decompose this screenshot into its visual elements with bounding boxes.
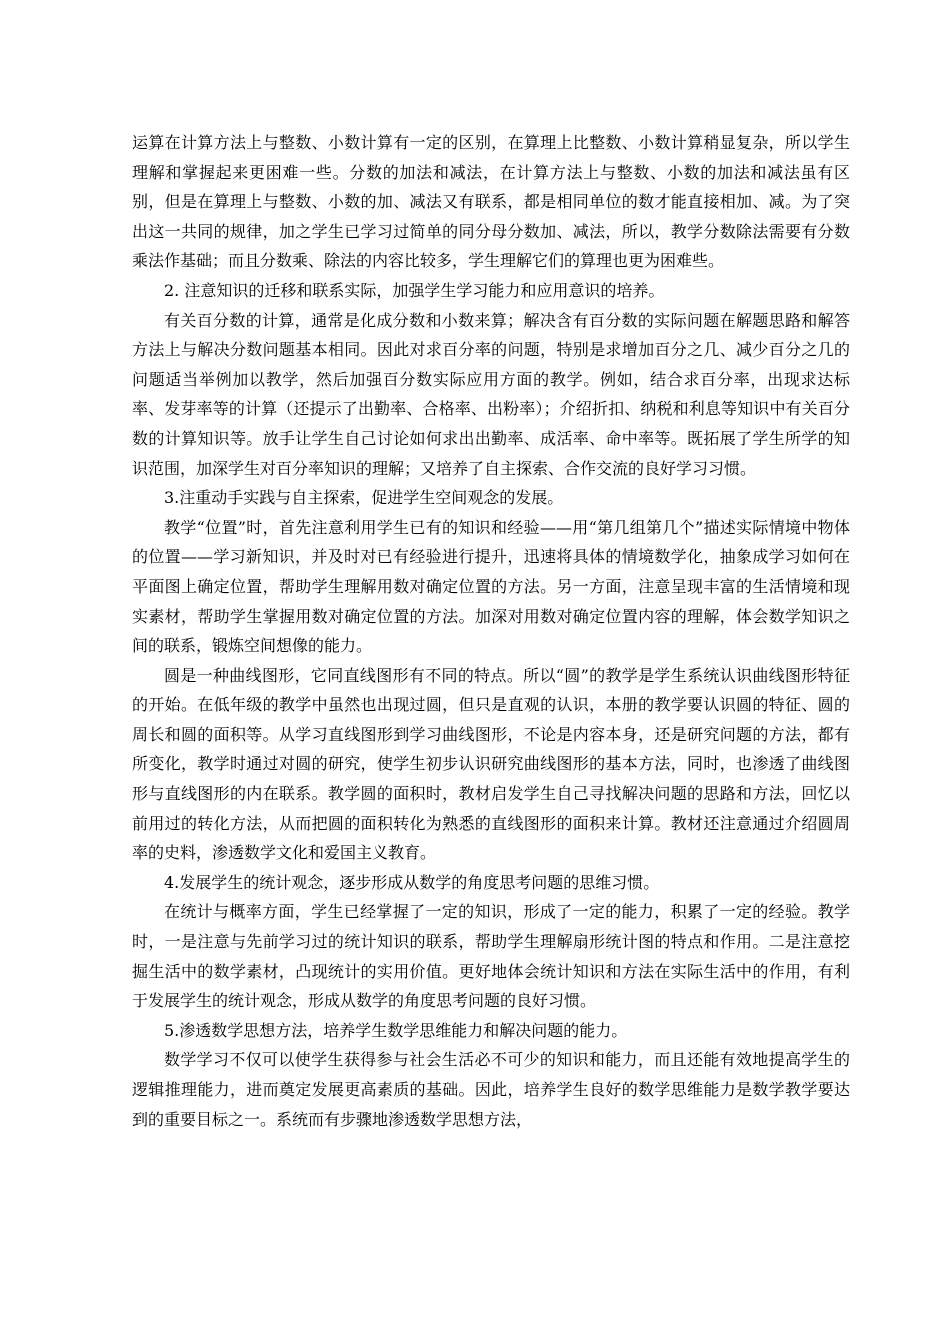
body-text: [132, 128, 850, 1134]
paragraph-continuation: 运算在计算方法上与整数、小数计算有一定的区别，在算理上比整数、小数计算稍显复杂，所以学生理解和掌握起来更困难一些。分数的加法和减法，在计算方法上与整数、小数的加法和减法虽有区别，但是在算理上与整数、小数的加、减法又有联系，都是相同单位的数才能直接相加、减。为了突出这一共同的规律，加之学生已学习过简单的同分母分数加、减法，所以，教学分数除法需要有分数乘法作基础；而且分数乘、除法的内容比较多，学生理解它们的算理也更为困难些。: [132, 133, 850, 271]
paragraph-percentage: 有关百分数的计算，通常是化成分数和小数来算；解决含有百分数的实际问题在解题思路和解答方法上与解决分数问题基本相同。因此对求百分率的问题，特别是求增加百分之几、减少百分之几的问题适当举例加以教学，然后加强百分数实际应用方面的教学。例如，结合求百分率，出现求达标率、发芽率等的计算（还提示了出勤率、合格率、出粉率）；介绍折扣、纳税和利息等知识中有关百分数的计算知识等。放手让学生自己讨论如何求出出勤率、成活率、命中率等。既拓展了学生所学的知识范围，加深学生对百分率知识的理解；又培养了自主探索、合作交流的良好学习习惯。: [132, 310, 850, 478]
heading-statistics: 4.发展学生的统计观念，逐步形成从数学的角度思考问题的思维习惯。: [164, 872, 660, 892]
heading-hands-on-practice: 3.注重动手实践与自主探索，促进学生空间观念的发展。: [164, 488, 564, 508]
paragraph-math-thinking: 数学学习不仅可以使学生获得参与社会生活必不可少的知识和能力，而且还能有效地提高学生的逻辑推理能力，进而奠定发展更高素质的基础。因此，培养学生良好的数学思维能力是数学教学要达到的重要目标之一。系统而有步骤地渗透数学思想方法，: [132, 1050, 850, 1129]
heading-knowledge-transfer: 2. 注意知识的迁移和联系实际，加强学生学习能力和应用意识的培养。: [164, 280, 665, 300]
paragraph-statistics: 在统计与概率方面，学生已经掌握了一定的知识，形成了一定的能力，积累了一定的经验。教学时，一是注意与先前学习过的统计知识的联系，帮助学生理解扇形统计图的特点和作用。二是注意挖掘生活中的数学素材，凸现统计的实用价值。更好地体会统计知识和方法在实际生活中的作用，有利于发展学生的统计观念，形成从数学的角度思考问题的良好习惯。: [132, 902, 850, 1011]
paragraph-circle: 圆是一种曲线图形，它同直线图形有不同的特点。所以“圆”的教学是学生系统认识曲线图形特征的开始。在低年级的教学中虽然也出现过圆，但只是直观的认识，本册的教学要认识圆的特征、圆的周长和圆的面积等。从学习直线图形到学习曲线图形，不论是内容本身，还是研究问题的方法，都有所变化，教学时通过对圆的研究，使学生初步认识研究曲线图形的基本方法，同时，也渗透了曲线图形与直线图形的内在联系。教学圆的面积时，教材启发学生自己寻找解决问题的思路和方法，回忆以前用过的转化方法，从而把圆的面积转化为熟悉的直线图形的面积来计算。教材还注意通过介绍圆周率的史料，渗透数学文化和爱国主义教育。: [132, 665, 850, 863]
heading-math-thinking: 5.渗透数学思想方法，培养学生数学思维能力和解决问题的能力。: [164, 1020, 628, 1040]
paragraph-position: 教学“位置”时，首先注意利用学生已有的知识和经验——用“第几组第几个”描述实际情境中物体的位置——学习新知识，并及时对已有经验进行提升，迅速将具体的情境数学化，抽象成学习如何在平面图上确定位置，帮助学生理解用数对确定位置的方法。另一方面，注意呈现丰富的生活情境和现实素材，帮助学生掌握用数对确定位置的方法。加深对用数对确定位置内容的理解，体会数学知识之间的联系，锻炼空间想像的能力。: [132, 517, 850, 656]
